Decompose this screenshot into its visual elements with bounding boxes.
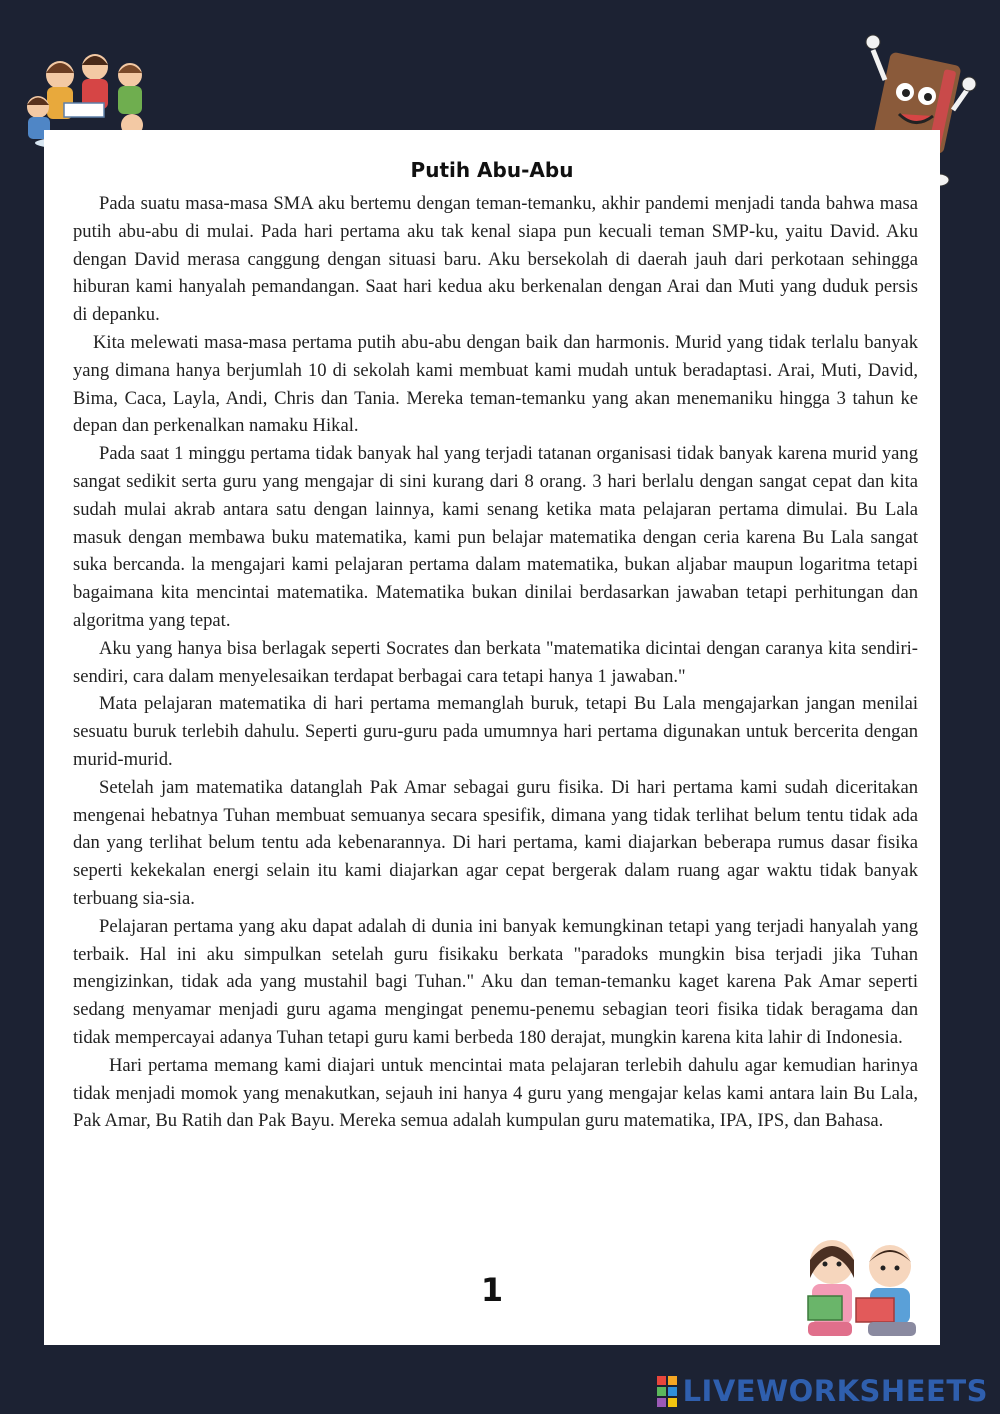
paragraph: Hari pertama memang kami diajari untuk mencintai mata pelajaran terlebih dahulu agar kemudian harinya tidak menjadi momok yang menakutkan, sejauh ini hanya 4 guru yang mengajar kelas kami antara lain Bu Lala, Pak Amar, Bu Ratih dan Pak Bayu. Mereka semua adalah kumpulan guru matematika, IPA, IPS, dan Bahasa.: [73, 1054, 918, 1132]
liveworksheets-logo: [657, 1374, 988, 1408]
document-page: [44, 130, 940, 1345]
page-number: 1: [480, 1271, 504, 1309]
paragraph: Mata pelajaran matematika di hari pertama memanglah buruk, tetapi Bu Lala mengajarkan jangan menilai sesuatu buruk terlebih dahulu. Seperti guru-guru pada umumnya hari pertama digunakan untuk bercerita dengan murid-murid.: [73, 693, 918, 770]
brand-text: LIVEWORKSHEETS: [682, 1374, 988, 1408]
paragraph: Pada saat 1 minggu pertama tidak banyak hal yang terjadi tatanan organisasi tidak banyak karena murid yang sangat sedikit serta guru yang mengajar di sini kurang dari 8 orang. 3 hari berlalu dengan sangat cepat dan kita sudah mulai akrab antara satu dengan lainnya, kami senang ketika mata pelajaran pertama dimulai. Bu Lala masuk dengan membawa buku matematika, kami pun belajar matematika dengan ceria karena Bu Lala sangat suka bercanda. la mengajari kami pelajaran pertama dalam matematika, bukan aljabar maupun logaritma tetapi bagaimana kita mencintai matematika. Matematika bukan dinilai berdasarkan jawaban tetapi perhitungan dan algoritma yang tepat.: [73, 443, 918, 631]
paragraph: Pelajaran pertama yang aku dapat adalah di dunia ini banyak kemungkinan tetapi yang terjadi hanyalah yang terbaik. Hal ini aku simpulkan setelah guru fisikaku berkata "paradoks mungkin bisa terjadi jika Tuhan mengizinkan, tidak ada yang mustahil bagi Tuhan." Aku dan teman-temanku kaget karena Pak Amar seperti sedang menyamar menjadi guru agama mengingat penemu-penemu sebagian teori fisika tidak beragama dan tidak mempercayai adanya Tuhan tetapi guru kami berbeda 180 derajat, mungkin karena kita lahir di Indonesia.: [73, 915, 918, 1048]
paragraph: Setelah jam matematika datanglah Pak Amar sebagai guru fisika. Di hari pertama kami sudah diceritakan mengenai hebatnya Tuhan membuat semuanya secara spesifik, dimana yang tidak terlihat belum tentu tidak ada dan yang terlihat belum tentu ada kebenarannya. Di hari pertama, kami diajarkan beberapa rumus dasar fisika seperti kekekalan energi selain itu kami diajarkan agar cepat bergerak dalam ruang agar waktu tidak banyak terbuang sia-sia.: [73, 776, 918, 909]
paragraph: Kita melewati masa-masa pertama putih abu-abu dengan baik dan harmonis. Murid yang tidak terlalu banyak yang dimana hanya berjumlah 10 di sekolah kami membuat kami mudah untuk beradaptasi. Arai, Muti, David, Bima, Caca, Layla, Andi, Chris dan Tania. Mereka teman-temanku yang akan menemaniku hingga 3 tahun ke depan dan perkenalkan namaku Hikal.: [73, 331, 918, 437]
kids-reading-icon: [796, 1230, 926, 1345]
paragraph: Pada suatu masa-masa SMA aku bertemu dengan teman-temanku, akhir pandemi menjadi tanda bahwa masa putih abu-abu di mulai. Pada hari pertama aku tak kenal siapa pun kecuali teman SMP-ku, yaitu David. Aku dengan David merasa canggung dengan situasi baru. Aku bersekolah di daerah jauh dari perkotaan sehingga hiburan kami hanyalah pemandangan. Saat hari kedua aku berkenalan dengan Arai dan Muti yang duduk persis di depanku.: [73, 193, 918, 326]
document-body: [73, 190, 918, 1135]
paragraph: Aku yang hanya bisa berlagak seperti Socrates dan berkata "matematika dicintai dengan caranya kita sendiri-sendiri, cara dalam menyelesaikan terdapat berbagai cara tetapi hanya 1 jawaban.": [73, 637, 918, 687]
document-title: Putih Abu-Abu: [410, 158, 574, 182]
logo-mark-icon: [657, 1376, 677, 1407]
